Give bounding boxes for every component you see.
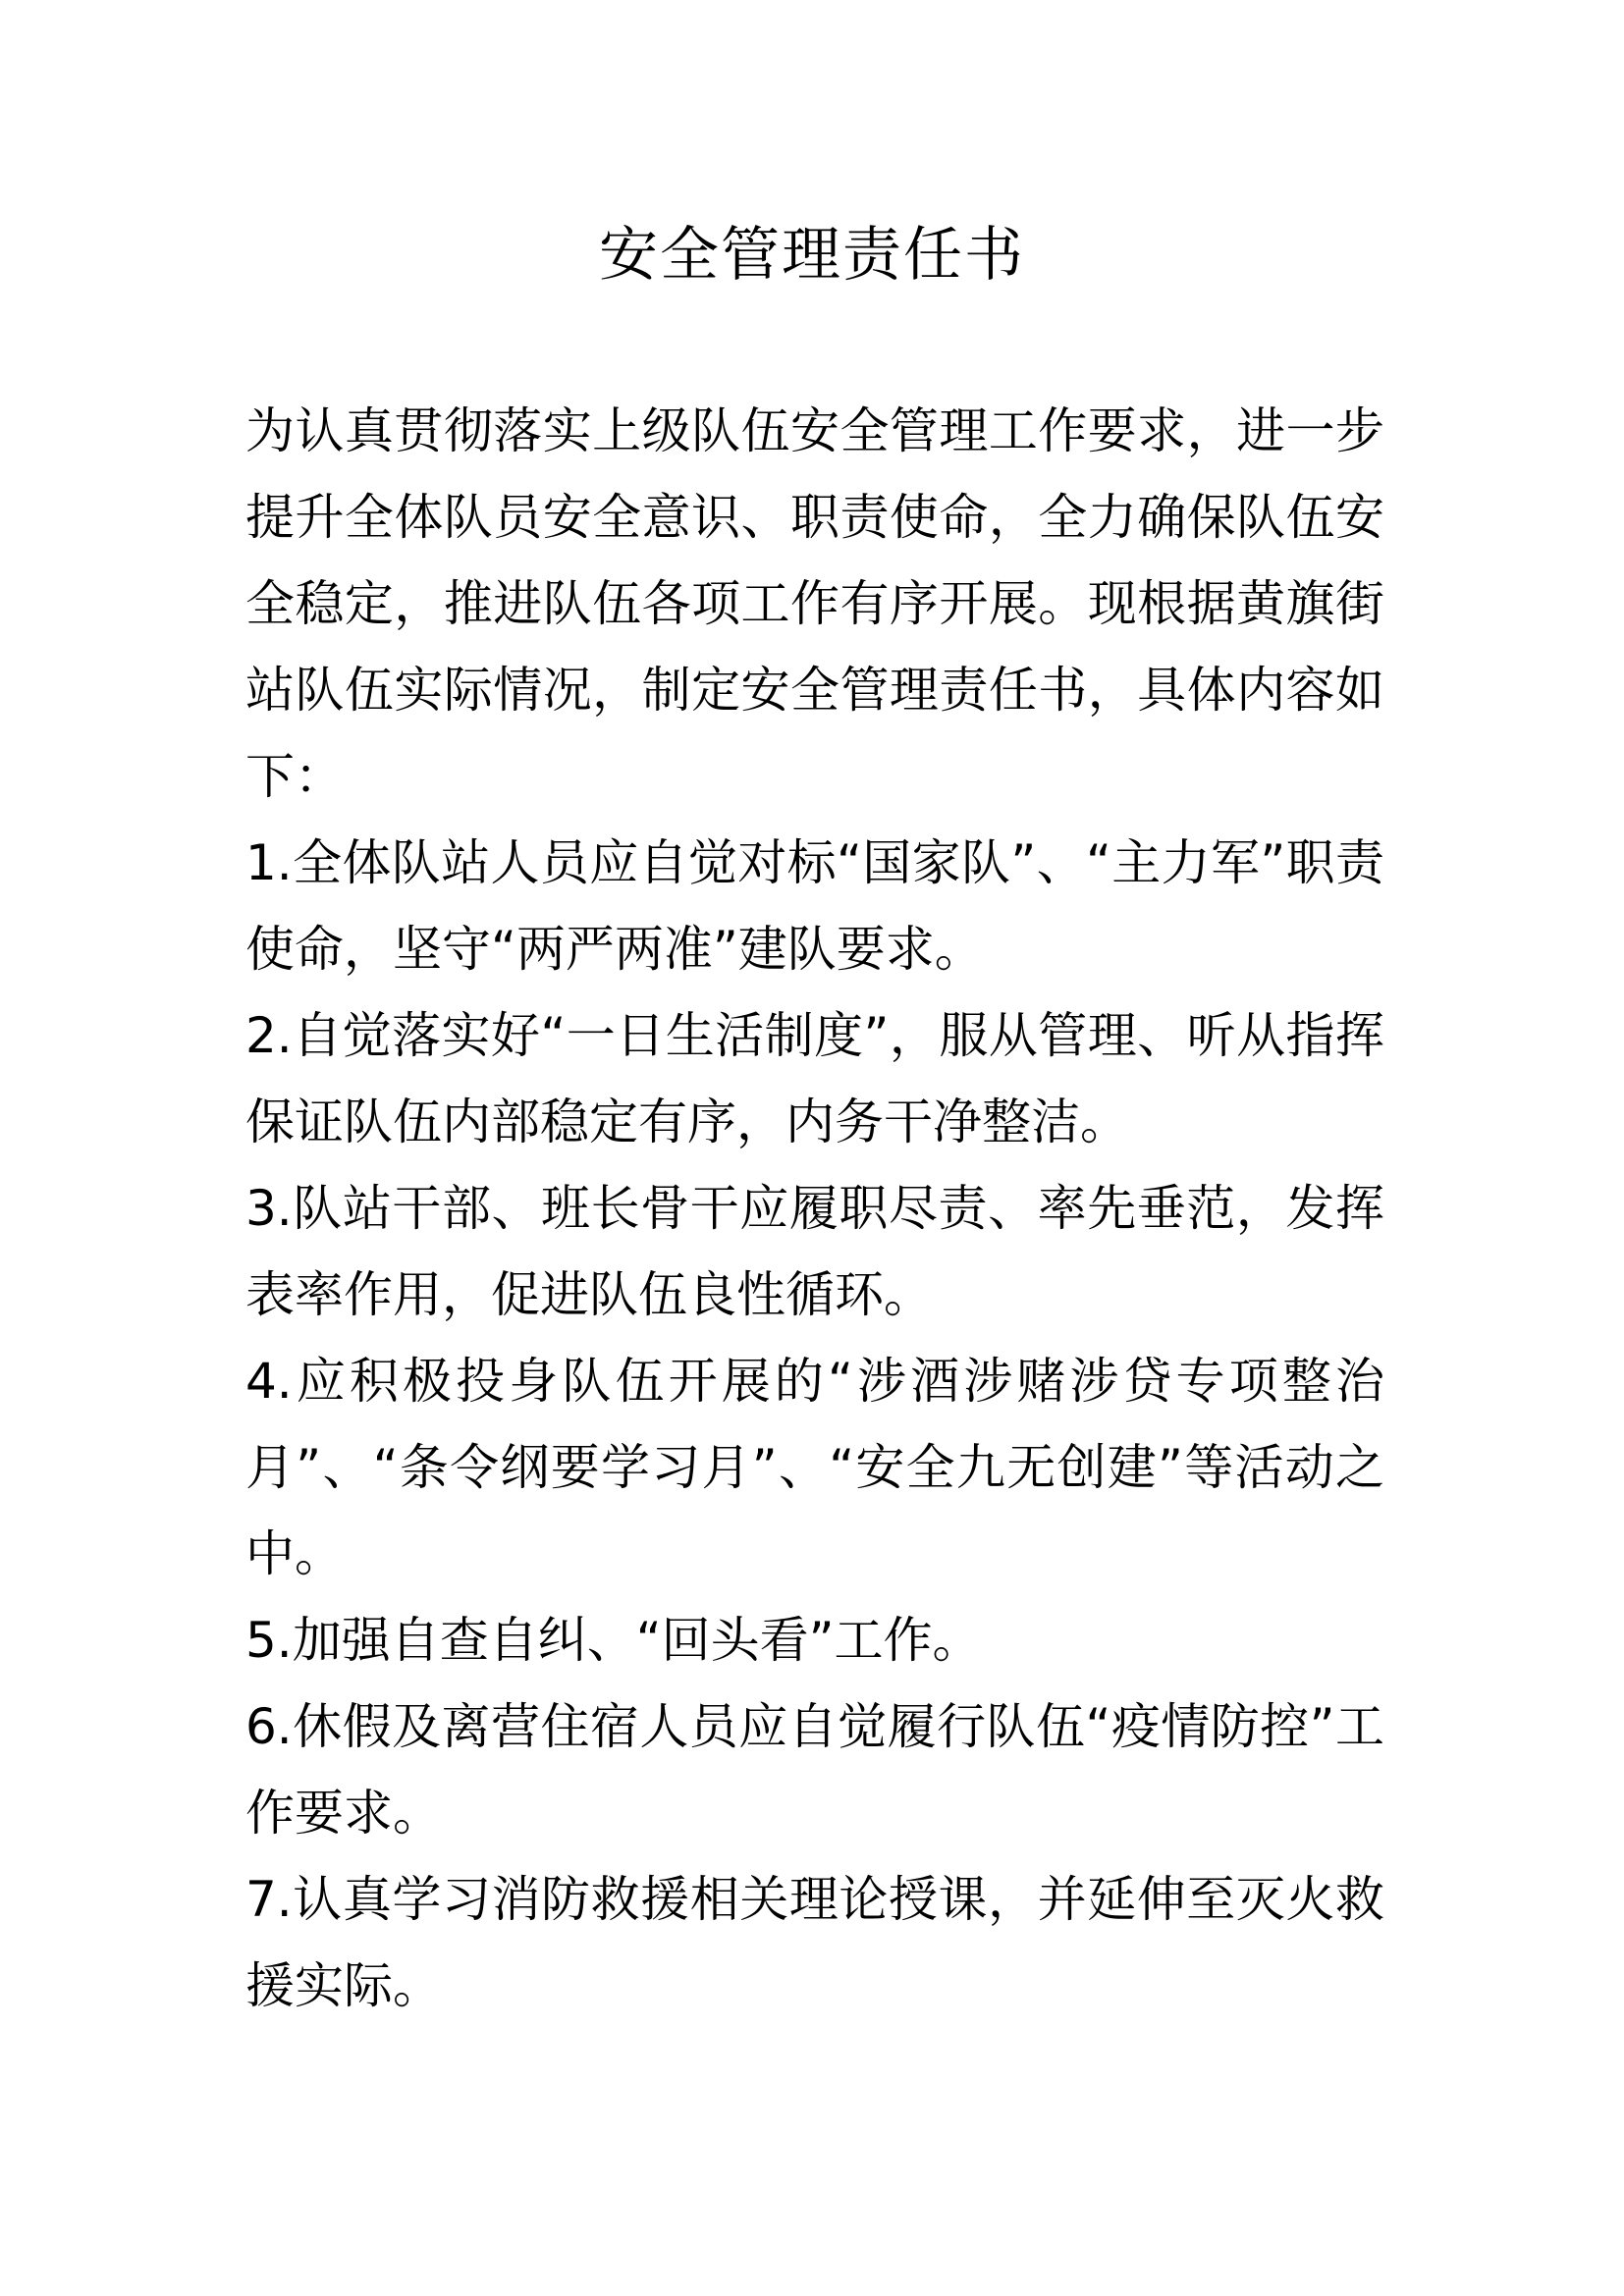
item-5: 5.加强自查自纠、“回头看”工作。	[245, 1612, 982, 1669]
item-7: 7.认真学习消防救援相关理论授课，并延伸至灭火救援实际。	[245, 1871, 1384, 2014]
intro-paragraph: 为认真贯彻落实上级队伍安全管理工作要求，进一步提升全体队员安全意识、职责使命，全力确保队伍安全稳定，推进队伍各项工作有序开展。现根据黄旗街站队伍实际情况，制定安全管理责任书，具体内容如下：	[245, 402, 1384, 805]
document-body	[245, 388, 1384, 2029]
document-title: 安全管理责任书	[599, 221, 1025, 290]
item-6: 6.休假及离营住宿人员应自觉履行队伍“疫情防控”工作要求。	[245, 1698, 1384, 1842]
item-3: 3.队站干部、班长骨干应履职尽责、率先垂范，发挥表率作用，促进队伍良性循环。	[245, 1180, 1384, 1323]
item-4: 4.应积极投身队伍开展的“涉酒涉赌涉贷专项整治月”、“条令纲要学习月”、“安全九无创建”等活动之中。	[245, 1353, 1384, 1582]
item-2: 2.自觉落实好“一日生活制度”，服从管理、听从指挥保证队伍内部稳定有序，内务干净整洁。	[245, 1007, 1384, 1150]
item-1: 1.全体队站人员应自觉对标“国家队”、“主力军”职责使命，坚守“两严两准”建队要求。	[245, 834, 1384, 978]
